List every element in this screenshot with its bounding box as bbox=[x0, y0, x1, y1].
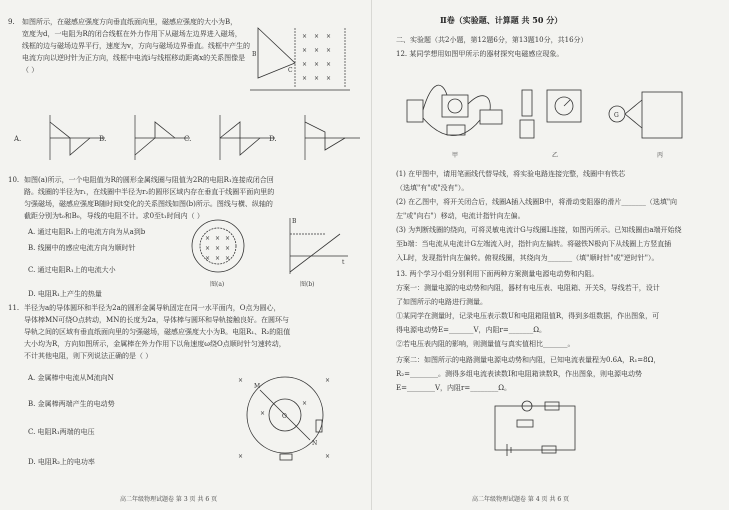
svg-text:×: × bbox=[314, 33, 320, 40]
q10-fig-b-caption: 图(b) bbox=[300, 281, 315, 288]
svg-text:×: × bbox=[302, 75, 308, 82]
svg-text:×: × bbox=[302, 47, 308, 54]
svg-text:O: O bbox=[282, 413, 287, 420]
svg-text:×: × bbox=[215, 255, 221, 262]
svg-text:×: × bbox=[225, 235, 231, 242]
q9-number: 9. bbox=[8, 18, 15, 26]
q10-option-c: C. 通过电阻R₁上的电流大小 bbox=[28, 266, 116, 274]
q11-option-b: B. 金属棒两端产生的电动势 bbox=[28, 400, 115, 408]
q9-field-figure bbox=[250, 18, 350, 98]
svg-text:×: × bbox=[326, 61, 332, 68]
q11-option-c: C. 电阻R₁两端的电压 bbox=[28, 428, 95, 436]
svg-text:t: t bbox=[342, 259, 345, 266]
q11-ring-figure bbox=[230, 370, 340, 470]
svg-text:B: B bbox=[292, 218, 297, 225]
q11-line-2: 导体棒MN可绕O点转动，MN的长度为2a，导体棒与圆环和导轨接触良好。在圆环与 bbox=[24, 316, 289, 324]
fig-label-jia: 甲 bbox=[452, 152, 459, 159]
q10-number: 10. bbox=[8, 176, 20, 184]
q13-plan1: 方案一：测量电源的电动势和内阻，器材有电压表、电阻箱、开关S，导线若干，设计 bbox=[396, 284, 660, 292]
q9-option-graphs bbox=[30, 110, 360, 165]
q11-line-1: 半径为a的导体圆环和半径为2a的圆形金属导轨固定在同一水平面内，O点为圆心， bbox=[24, 304, 281, 312]
q10-option-a: A. 通过电阻R₁上的电流方向为从a到b bbox=[28, 228, 146, 236]
q9-line-1: 如图所示，在磁感应强度方向垂直纸面向里，磁感应强度的大小为B， bbox=[22, 18, 238, 26]
svg-text:×: × bbox=[325, 453, 331, 460]
q12-part-1: (1) 在甲图中，请用笔画线代替导线，将实验电路连接完整，线圈中有铁芯 bbox=[396, 170, 626, 178]
q10-line-3: 匀强磁场，磁感应强度B随时间t变化的关系图线如图(b)所示。图线与横、纵轴的 bbox=[24, 200, 273, 208]
q13-plan1-part2: ②若电压表内阻的影响，则测量值与真实值相比_______。 bbox=[396, 340, 575, 348]
svg-text:×: × bbox=[205, 255, 211, 262]
q10-line-4: 截距分别为t₀和B₀，导线的电阻不计。求0至t₁时间内（ ） bbox=[24, 212, 204, 220]
svg-text:×: × bbox=[215, 245, 221, 252]
right-page-header: Ⅱ卷（实验题、计算题 共 50 分） bbox=[440, 15, 563, 25]
svg-text:×: × bbox=[205, 245, 211, 252]
q12-part-3c: 入L时，发现指针向左偏转。俯视线圈，其绕向为_______（填"顺时针"或"逆时针"）。 bbox=[396, 254, 659, 262]
q13-stem: 13. 两个学习小组分别利用下面两种方案测量电源电动势和内阻。 bbox=[396, 270, 599, 278]
q12-part-3b: 至b端：当电流从电流计G左端流入时，指针向左偏转。将磁铁N极向下从线圈上方竖直插 bbox=[396, 240, 672, 248]
svg-text:×: × bbox=[314, 75, 320, 82]
q12-apparatus-figures bbox=[402, 70, 702, 150]
q13-plan1-part1: ①某同学在测量时，记录电压表示数U和电阻箱阻值R，得到多组数据，作出图象，可 bbox=[396, 312, 660, 320]
q9-line-5: （ ） bbox=[22, 66, 39, 74]
q9-option-b: B. bbox=[99, 135, 107, 143]
svg-text:×: × bbox=[326, 47, 332, 54]
experiment-intro: 二、实验题（共2小题，第12题6分，第13题10分，共16分） bbox=[396, 36, 588, 44]
svg-text:×: × bbox=[326, 33, 332, 40]
svg-text:C: C bbox=[288, 67, 293, 74]
q13-plan1b: 了如图所示的电路进行测量。 bbox=[396, 298, 487, 306]
fig-label-bing: 丙 bbox=[657, 152, 664, 159]
q12-stem: 12. 某同学想用如图甲所示的器材探究电磁感应现象。 bbox=[396, 50, 564, 58]
q10-line-2: 路。线圈的半径为r₁，在线圈中半径为r₂的圆形区域内存在垂直于线圈平面向里的 bbox=[24, 188, 275, 196]
svg-text:×: × bbox=[325, 377, 331, 384]
right-page-footer: 高二年级物理试题卷 第 4 页 共 6 页 bbox=[472, 496, 570, 503]
svg-text:×: × bbox=[205, 235, 211, 242]
svg-text:G: G bbox=[614, 112, 619, 119]
svg-text:×: × bbox=[225, 255, 231, 262]
q9-option-c: C. bbox=[184, 135, 192, 143]
q11-line-3: 导轨之间的区域有垂直纸面向里的匀强磁场，磁感应强度大小为B。电阻R₁、R₂的阻值 bbox=[24, 328, 291, 336]
left-page-footer: 高二年级物理试题卷 第 3 页 共 6 页 bbox=[120, 496, 218, 503]
q10-fig-b-graph bbox=[280, 216, 350, 278]
q11-option-d: D. 电阻R₂上的电功率 bbox=[28, 458, 95, 466]
fig-label-yi: 乙 bbox=[552, 152, 559, 159]
svg-text:×: × bbox=[302, 400, 308, 407]
q10-option-b: B. 线圈中的感应电流方向为顺时针 bbox=[28, 244, 136, 252]
q13-plan2c: E=________V，内阻r=________Ω。 bbox=[396, 384, 512, 392]
q10-fig-a-caption: 图(a) bbox=[210, 281, 225, 288]
svg-text:×: × bbox=[225, 245, 231, 252]
q13-plan1-part1b: 得电源电动势E=_______V，内阻r=_______Ω。 bbox=[396, 326, 547, 334]
q12-part-2: (2) 在乙图中，将开关闭合后，线圈A插入线圈B中，将滑动变阻器的滑片_______（选填"向 bbox=[396, 198, 678, 206]
q9-line-3: 线框的边与磁场边界平行，速度为v，方向与磁场边界垂直。线框中产生的 bbox=[22, 42, 250, 50]
svg-text:N: N bbox=[312, 440, 318, 447]
svg-text:×: × bbox=[215, 235, 221, 242]
q11-option-a: A. 金属棒中电流从M流向N bbox=[28, 374, 114, 382]
q9-option-d: D. bbox=[269, 135, 277, 143]
svg-text:×: × bbox=[302, 61, 308, 68]
q13-plan2: 方案二：如图所示的电路测量电源电动势和内阻，已知电流表量程为0.6A，R₁=8Ω， bbox=[396, 356, 661, 364]
svg-text:×: × bbox=[238, 453, 244, 460]
q10-fig-a-coil bbox=[190, 218, 250, 278]
q11-line-5: 不计其他电阻，则下列说法正确的是（ ） bbox=[24, 352, 153, 360]
right-page bbox=[372, 0, 729, 510]
svg-text:×: × bbox=[302, 33, 308, 40]
q13-circuit-diagram bbox=[487, 398, 587, 458]
svg-text:B: B bbox=[252, 51, 257, 58]
q11-number: 11. bbox=[8, 304, 20, 312]
q10-line-1: 如图(a)所示，一个电阻值为R的圆形金属线圈与阻值为2R的电阻R₁连接成闭合回 bbox=[24, 176, 274, 184]
q12-part-3: (3) 为判断线圈的绕向，可将灵敏电流计G与线圈L连接，如图丙所示。已知线圈由a端开始绕 bbox=[396, 226, 682, 234]
q12-part-2b: 左"或"向右"）移动，电流计指针向左偏。 bbox=[396, 212, 525, 220]
svg-text:×: × bbox=[314, 61, 320, 68]
q11-line-4: 大小均为R，方向如图所示，金属棒在外力作用下以角速度ω绕O点顺时针匀速转动， bbox=[24, 340, 286, 348]
svg-text:×: × bbox=[326, 75, 332, 82]
q9-line-4: 电流方向以逆时针为正方向，线框中电流i与线框移动距离x的关系图像是 bbox=[22, 54, 246, 62]
svg-text:×: × bbox=[260, 410, 266, 417]
svg-text:×: × bbox=[238, 377, 244, 384]
q9-line-2: 宽度为d，一电阻为R的闭合线框在外力作用下从磁场左边界进入磁场， bbox=[22, 30, 242, 38]
q10-option-d: D. 电阻R₁上产生的热量 bbox=[28, 290, 102, 298]
q9-option-a: A. bbox=[14, 135, 22, 143]
svg-text:×: × bbox=[314, 47, 320, 54]
q12-part-1b: （选填"有"或"没有"）。 bbox=[396, 184, 469, 192]
q13-plan2b: R₂=________。测得多组电流表读数I和电阻箱读数R，作出图象，则电源电动势 bbox=[396, 370, 642, 378]
svg-text:M: M bbox=[254, 383, 261, 390]
